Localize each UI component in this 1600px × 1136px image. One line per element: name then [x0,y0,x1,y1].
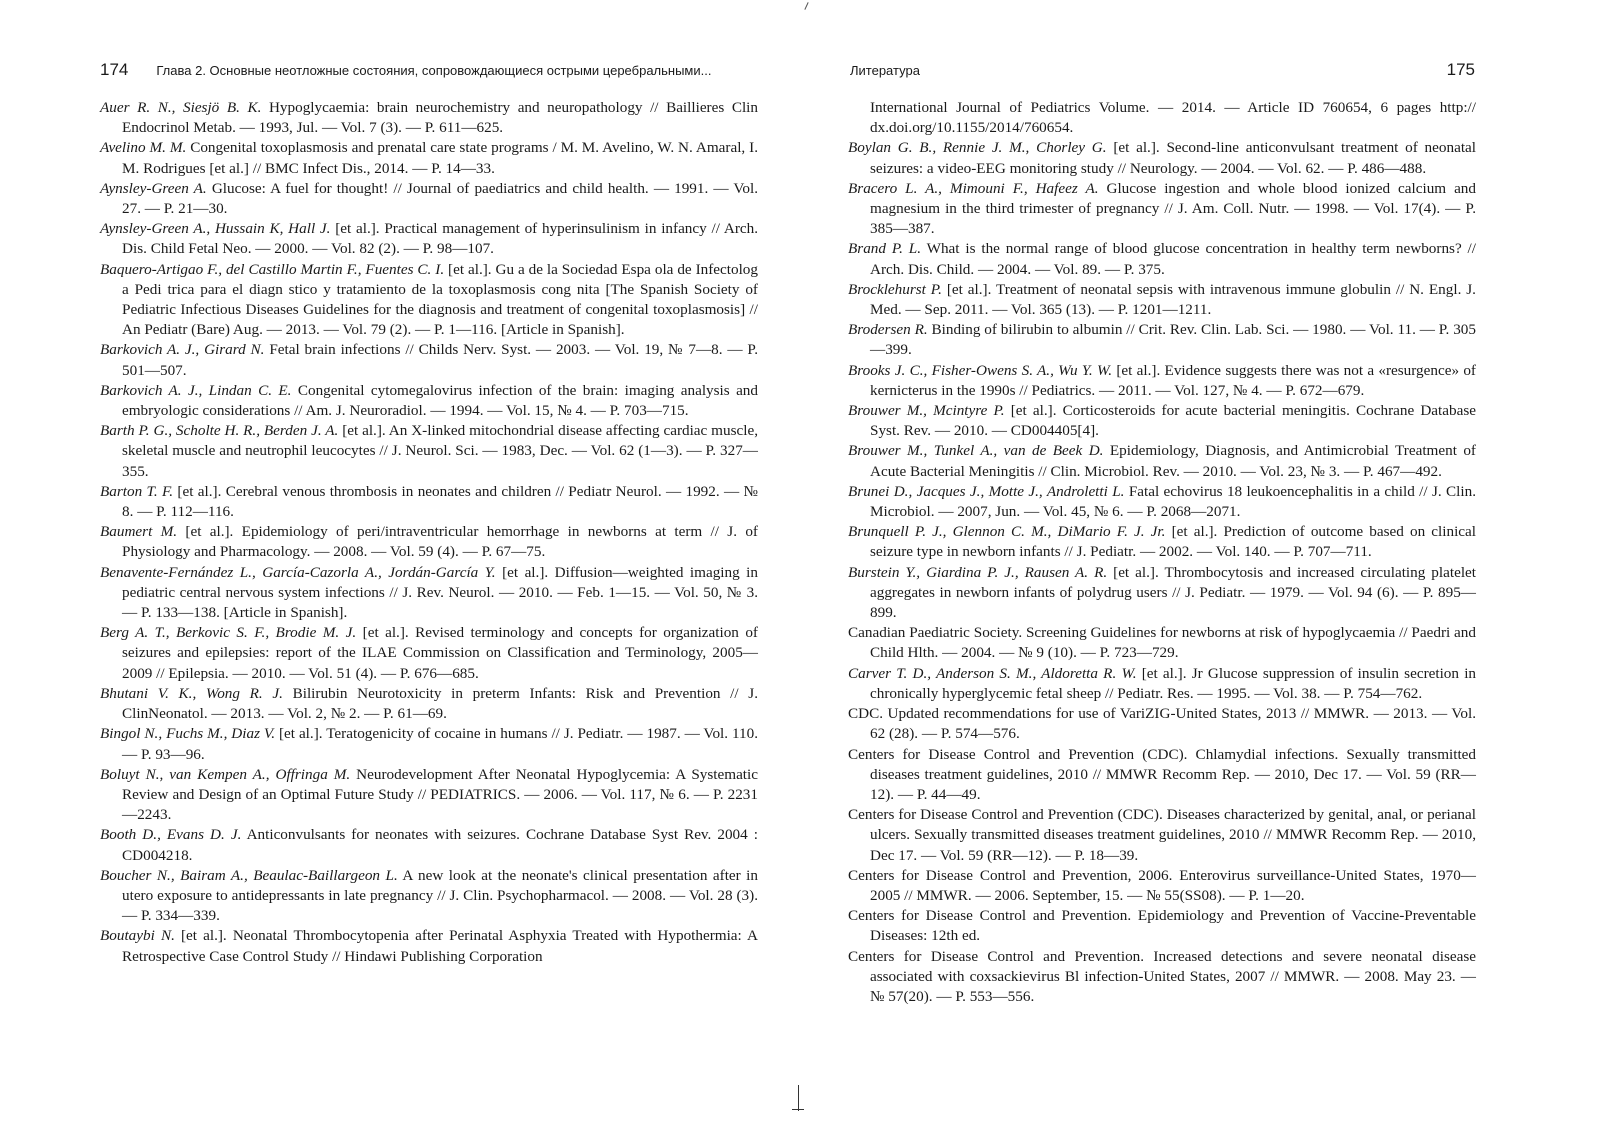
reference-text: [et al.]. An X-linked mitochondrial disease affecting cardiac muscle, skeletal muscle and neutrophil leucocytes // J. Neurol. Sci. — 1983, Dec. — Vol. 62 (1—3). — P. 327—355. [122,422,758,480]
reference-authors: Aynsley-Green A. [100,179,207,197]
reference-entry [100,179,758,219]
reference-entry [100,138,758,178]
reference-text: [et al.]. Jr Glucose suppression of insulin secretion in chronically hyperglycemic fetal sheep // Pediatr. Res. — 1995. — Vol. 38. — P. 754—762. [870,664,1477,702]
reference-text: Centers for Disease Control and Prevention. Epidemiology and Prevention of Vaccine-Preventable Diseases: 12th ed. [848,907,1476,945]
reference-text: [et al.]. Thrombocytosis and increased circulating platelet aggregates in newborn infants of polydrug users // J. Pediatr. — 1979. — Vol. 94 (6). — P. 895—899. [870,563,1476,622]
reference-entry [100,260,758,341]
reference-entry [848,947,1476,1008]
reference-authors: Boutaybi N. [100,927,175,945]
reference-authors: Boluyt N., van Kempen A., Offringa M. [100,765,351,783]
reference-authors: Booth D., Evans D. J. [100,826,242,844]
reference-text: Bilirubin Neurotoxicity in preterm Infants: Risk and Prevention // J. ClinNeonatol. — 2013. — Vol. 2, № 2. — P. 61—69. [122,684,758,723]
reference-entry [848,138,1476,178]
reference-entry [100,421,758,482]
reference-text: Centers for Disease Control and Prevention, 2006. Enterovirus surveillance-United States, 1970—2005 // MMWR. — 2006. September, 15. — № 55(SS08). — P. 1—20. [848,866,1476,904]
reference-entry [848,441,1476,481]
reference-authors: Barkovich A. J., Lindan C. E. [100,381,292,399]
reference-entry [100,684,758,724]
reference-text: [et al.]. Corticosteroids for acute bacterial meningitis. Cochrane Database Syst. Rev. — 2010. — CD004405[4]. [870,402,1476,440]
reference-text: Centers for Disease Control and Prevention (CDC). Chlamydial infections. Sexually transmitted diseases treatment guidelines, 2010 // MMWR Recomm Rep. — 2010, Dec 17. — Vol. 59 (RR—12). — P. 44—49. [848,745,1476,803]
reference-text: [et al.]. Diffusion—weighted imaging in pediatric central nervous system infections // J. Rev. Neurol. — 2010. — Feb. 1—15. — Vol. 50, № 3. — P. 133—138. [Article in Spanish]. [122,563,758,622]
page-number: 175 [1446,60,1475,79]
left-page-header [100,60,755,84]
reference-entry [100,623,758,684]
reference-text: A new look at the neonate's clinical presentation after in utero exposure to antidepressants in late pregnancy // J. Clin. Psychopharmacol. — 2008. — Vol. 28 (3). — P. 334—339. [122,866,758,925]
reference-text: Anticonvulsants for neonates with seizures. Cochrane Database Syst Rev. 2004 : CD004218. [122,826,758,864]
reference-entry [100,482,758,522]
reference-authors: Benavente-Fernández L., García-Cazorla A., Jordán-García Y. [100,563,496,581]
reference-text: Epidemiology, Diagnosis, and Antimicrobial Treatment of Acute Bacterial Meningitis // Clin. Microbiol. Rev. — 2010. — Vol. 23, № 3. — P. 467—492. [870,442,1476,480]
reference-entry [848,623,1476,663]
reference-text: Glucose ingestion and whole blood ionized calcium and magnesium in the third trimester of pregnancy // J. Am. Coll. Nutr. — 1998. — Vol. 17(4). — P. 385—387. [870,179,1476,238]
right-page-header [850,60,1475,84]
reference-text: Glucose: A fuel for thought! // Journal of paediatrics and child health. — 1991. — Vol. 27. — P. 21—30. [122,179,758,218]
reference-text: [et al.]. Neonatal Thrombocytopenia after Perinatal Asphyxia Treated with Hypothermia: A Retrospective Case Control Study // Hindawi Publishing Corporation [122,927,758,965]
reference-text: Fetal brain infections // Childs Nerv. Syst. — 2003. — Vol. 19, № 7—8. — P. 501—507. [122,341,758,379]
reference-text: [et al.]. Cerebral venous thrombosis in neonates and children // Pediatr Neurol. — 1992. — № 8. — P. 112—116. [122,482,758,521]
reference-text: [et al.]. Prediction of outcome based on clinical seizure type in newborn infants // J. Pediatr. — 2002. — Vol. 140. — P. 707—711. [870,523,1476,561]
reference-authors: Auer R. N., Siesjö B. K. [100,99,262,116]
reference-authors: Brocklehurst P. [848,280,942,298]
reference-list [100,98,758,967]
reference-text: What is the normal range of blood glucose concentration in healthy term newborns? // Arch. Dis. Child. — 2004. — Vol. 89. — P. 375. [870,240,1476,278]
reference-text: [et al.]. Second-line anticonvulsant treatment of neonatal seizures: a video-EEG monitoring study // Neurology. — 2004. — Vol. 62. — P. 486—488. [870,139,1476,177]
reference-entry [100,381,758,421]
right-page [800,0,1600,1136]
reference-text: Binding of bilirubin to albumin // Crit. Rev. Clin. Lab. Sci. — 1980. — Vol. 11. — P. 305—399. [870,321,1476,359]
reference-entry [848,280,1476,320]
reference-entry [848,866,1476,906]
reference-entry [100,765,758,826]
reference-text: [et al.]. Revised terminology and concepts for organization of seizures and epilepsies: report of the ILAE Commission on Classification and Terminology, 2005—2009 // Epilepsia. — 2010. — Vol. 51 (4). — P. 676—685. [122,624,758,682]
reference-authors: Bhutani V. K., Wong R. J. [100,684,283,702]
reference-entry [100,724,758,764]
running-title: Литература [850,63,920,78]
reference-authors: Brooks J. C., Fisher-Owens S. A., Wu Y. W. [848,361,1113,379]
reference-entry [848,239,1476,279]
reference-text: [et al.]. Epidemiology of peri/intraventricular hemorrhage in newborns at term // J. of Physiology and Pharmacology. — 2008. — Vol. 59 (4). — P. 67—75. [122,523,758,561]
reference-authors: Brouwer M., Mcintyre P. [848,402,1005,420]
reference-authors: Aynsley-Green A., Hussain K, Hall J. [100,220,331,238]
reference-entry [100,522,758,562]
reference-authors: Brunei D., Jacques J., Motte J., Androletti L. [848,482,1125,500]
reference-authors: Brand P. L. [848,240,922,258]
reference-entry [100,219,758,259]
reference-authors: Brunquell P. J., Glennon C. M., DiMario F. J. Jr. [848,523,1166,541]
reference-entry [100,98,758,138]
reference-text: [et al.]. Evidence suggests there was not a «resurgence» of kernicterus in the 1990s // Pediatrics. — 2011. — Vol. 127, № 4. — P. 672—679. [870,361,1476,399]
reference-entry [848,320,1476,360]
reference-entry [100,825,758,865]
reference-text: [et al.]. Gu a de la Sociedad Espa ola de Infectolog a Pedi trica para el diagn stico y tratamiento de la toxoplasmosis cong nita [The Spanish Society of Pediatric Infectious Diseases Guidelines for the diagnosis and treatment of congenital toxoplasmosis] // An Pediatr (Bare) Aug. — 2013. — Vol. 79 (2). — P. 1—116. [Article in Spanish]. [122,260,758,339]
reference-authors: Avelino M. M. [100,139,187,157]
reference-text: [et al.]. Teratogenicity of cocaine in humans // J. Pediatr. — 1987. — Vol. 110. — P. 93—96. [122,725,758,763]
reference-entry [848,664,1476,704]
reference-entry [848,179,1476,240]
reference-continuation: International Journal of Pediatrics Volume. — 2014. — Article ID 760654, 6 pages http:// dx.doi.org/10.1155/2014/760654. [870,99,1476,137]
reference-entry [848,745,1476,806]
reference-authors: Brouwer M., Tunkel A., van de Beek D. [848,442,1104,460]
reference-entry [848,361,1476,401]
page-number: 174 [100,60,129,79]
reference-text: Hypoglycaemia: brain neurochemistry and neuropathology // Baillieres Clin Endocrinol Metab. — 1993, Jul. — Vol. 7 (3). — P. 611—625. [122,99,758,137]
reference-authors: Baumert M. [100,523,178,541]
reference-entry [848,805,1476,866]
reference-authors: Bracero L. A., Mimouni F., Hafeez A. [848,179,1099,197]
running-title: Глава 2. Основные неотложные состояния, сопровождающиеся острыми церебральными... [156,63,712,78]
reference-authors: Boucher N., Bairam A., Beaulac-Baillargeon L. [100,866,398,884]
reference-authors: Barkovich A. J., Girard N. [100,341,265,359]
reference-entry [848,563,1476,624]
reference-text: Congenital toxoplasmosis and prenatal care state programs / M. M. Avelino, W. N. Amaral, I. M. Rodrigues [et al.] // BMC Infect Dis., 2014. — P. 14—33. [122,139,758,177]
reference-entry [100,563,758,624]
reference-authors: Baquero-Artigao F., del Castillo Martin F., Fuentes C. I. [100,260,445,278]
reference-entry [848,482,1476,522]
reference-entry [848,401,1476,441]
reference-text: Fatal echovirus 18 leukoencephalitis in a child // J. Clin. Microbiol. — 2007, Jun. — Vol. 45, № 6. — P. 2068—2071. [870,482,1476,521]
fold-mark [798,1085,799,1111]
reference-authors: Burstein Y., Giardina P. J., Rausen A. R. [848,563,1108,581]
reference-text: Centers for Disease Control and Prevention (CDC). Diseases characterized by genital, anal, or perianal ulcers. Sexually transmitted diseases treatment guidelines, 2010 // MMWR Recomm Rep. — 2010, Dec 17. — Vol. 59 (RR—12). — P. 18—39. [848,806,1476,864]
reference-authors: Carver T. D., Anderson S. M., Aldoretta R. W. [848,664,1137,682]
reference-authors: Bingol N., Fuchs M., Diaz V. [100,725,276,743]
reference-entry [100,866,758,927]
reference-entry [848,522,1476,562]
reference-text: CDC. Updated recommendations for use of VariZIG-United States, 2013 // MMWR. — 2013. — Vol. 62 (28). — P. 574—576. [848,705,1476,743]
reference-text: Congenital cytomegalovirus infection of the brain: imaging analysis and embryologic considerations // Am. J. Neuroradiol. — 1994. — Vol. 15, № 4. — P. 703—715. [122,381,758,420]
reference-text: Neurodevelopment After Neonatal Hypoglycemia: A Systematic Review and Design of an Optimal Future Study // PEDIATRICS. — 2006. — Vol. 117, № 6. — P. 2231—2243. [122,765,758,824]
reference-authors: Barth P. G., Scholte H. R., Berden J. A. [100,422,339,440]
reference-authors: Barton T. F. [100,482,174,500]
reference-text: Canadian Paediatric Society. Screening Guidelines for newborns at risk of hypoglycaemia // Paedri and Child Hlth. — 2004. — № 9 (10). — P. 723—729. [848,624,1476,662]
reference-text: [et al.]. Treatment of neonatal sepsis with intravenous immune globulin // N. Engl. J. Med. — Sep. 2011. — Vol. 365 (13). — P. 1201—1211. [870,280,1476,319]
reference-authors: Berg A. T., Berkovic S. F., Brodie M. J. [100,624,357,642]
reference-entry [848,906,1476,946]
reference-list [848,98,1476,1007]
reference-text: Centers for Disease Control and Prevention. Increased detections and severe neonatal disease associated with coxsackievirus Bl infection-United States, 2007 // MMWR. — 2008. May 23. — № 57(20). — P. 553—556. [848,947,1476,1005]
reference-authors: Boylan G. B., Rennie J. M., Chorley G. [848,139,1107,157]
reference-entry [100,340,758,380]
reference-entry [848,704,1476,744]
reference-text: [et al.]. Practical management of hyperinsulinism in infancy // Arch. Dis. Child Fetal Neo. — 2000. — Vol. 82 (2). — P. 98—107. [122,220,759,258]
reference-entry [100,926,758,966]
reference-authors: Brodersen R. [848,321,928,339]
